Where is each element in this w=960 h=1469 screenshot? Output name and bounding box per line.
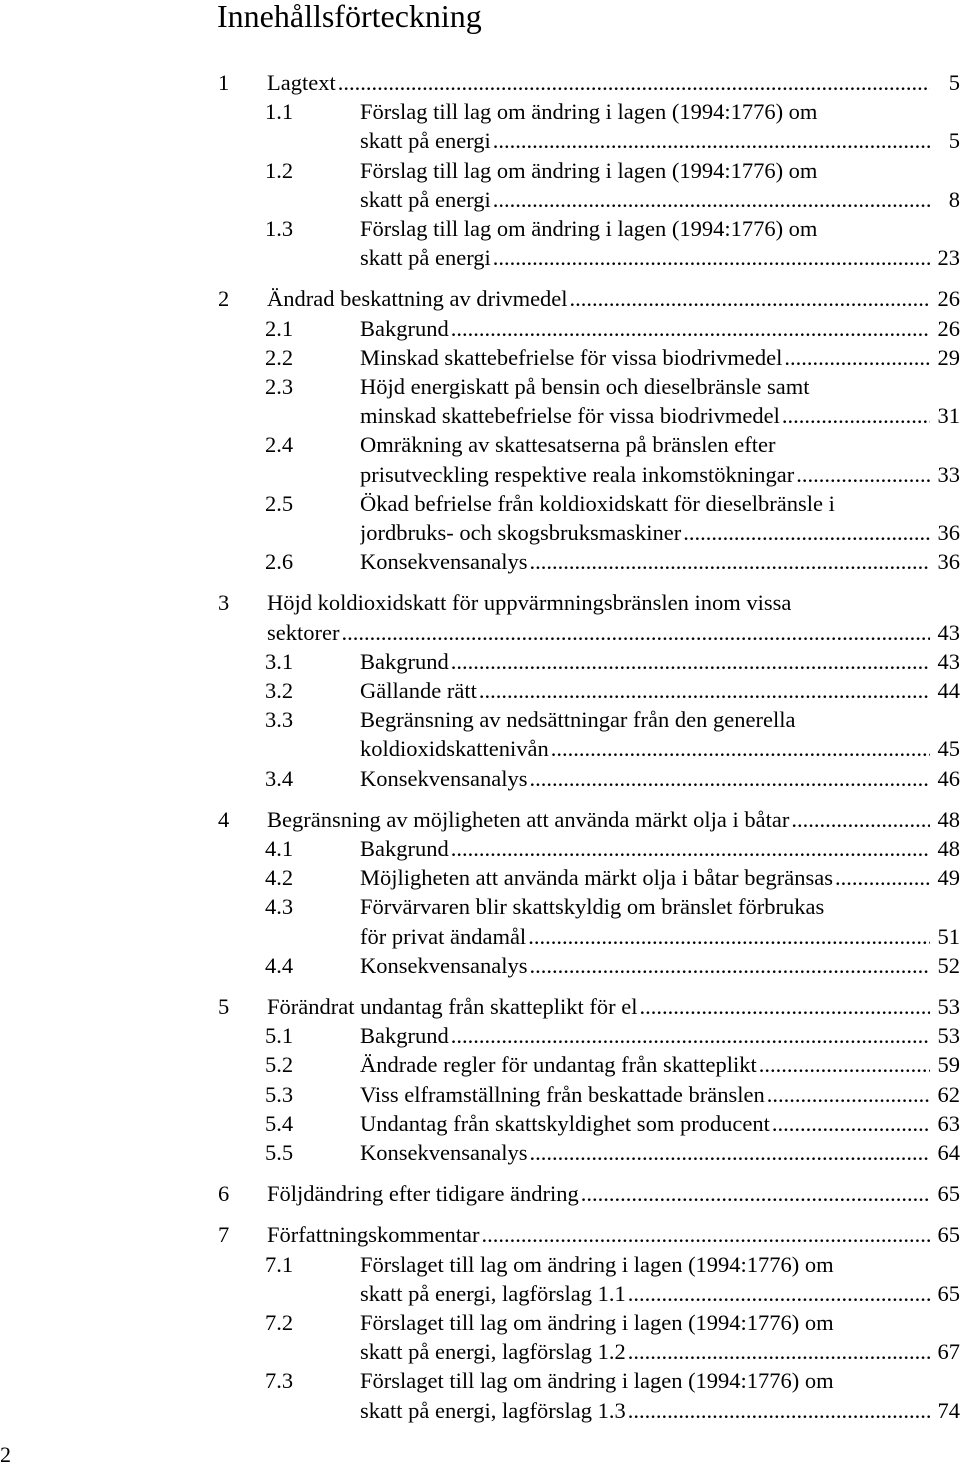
- toc-entry-title: Höjd energiskatt på bensin och dieselbränsle samt: [360, 374, 810, 399]
- toc-entry-number: 1: [218, 70, 230, 95]
- toc-page-number: 8: [948, 187, 960, 212]
- toc-page-number: 36: [937, 520, 960, 545]
- toc-section-line: [265, 214, 960, 243]
- toc-entry-number: 5: [218, 994, 230, 1019]
- toc-page-number: 67: [937, 1339, 960, 1364]
- toc-section-line: [265, 1279, 960, 1308]
- toc-entry-title: Viss elframställning från beskattade bränslen .....: [360, 1080, 930, 1109]
- toc-entry-title: Bakgrund .....: [360, 834, 930, 863]
- toc-entry-title: Förslag till lag om ändring i lagen (1994:1776) om: [360, 99, 818, 124]
- toc-entry-title: skatt på energi .....: [360, 185, 930, 214]
- toc-entry-title: Bakgrund .....: [360, 647, 930, 676]
- toc-entry-number: 4.3: [265, 894, 294, 919]
- toc-chapter-line: [218, 1179, 960, 1208]
- toc-page-number: 44: [937, 678, 960, 703]
- toc-entry-number: 4: [218, 807, 230, 832]
- toc-entry-number: 2.6: [265, 549, 294, 574]
- toc-entry-title: Följdändring efter tidigare ändring .....: [267, 1179, 930, 1208]
- toc-page-number: 46: [937, 766, 960, 791]
- toc-entry-number: 2: [218, 286, 230, 311]
- toc-entry-title: Begränsning av nedsättningar från den generella: [360, 707, 796, 732]
- toc-entry-number: 5.3: [265, 1082, 294, 1107]
- toc-entry-number: 3.4: [265, 766, 294, 791]
- toc-entry-title: Förändrat undantag från skatteplikt för el .....: [267, 992, 930, 1021]
- toc-section-line: [265, 343, 960, 372]
- toc-section-line: [265, 518, 960, 547]
- toc-entry-number: 7: [218, 1222, 230, 1247]
- toc-entry-number: 4.2: [265, 865, 294, 890]
- toc-section-line: [265, 863, 960, 892]
- toc-section-line: [265, 1396, 960, 1425]
- toc-entry-number: 2.1: [265, 316, 294, 341]
- toc-page-number: 59: [937, 1052, 960, 1077]
- toc-page-number: 26: [937, 286, 960, 311]
- toc-page-number: 26: [937, 316, 960, 341]
- toc-entry-title: prisutveckling respektive reala inkomstökningar .....: [360, 460, 930, 489]
- toc-entry-title: Lagtext .....: [267, 68, 930, 97]
- toc-entry-title: för privat ändamål .....: [360, 922, 930, 951]
- toc-entry-number: 7.1: [265, 1252, 294, 1277]
- toc-section-line: [265, 676, 960, 705]
- toc-chapter-line: [218, 588, 960, 617]
- toc-page-number: 43: [937, 620, 960, 645]
- toc-entry-number: 3: [218, 590, 230, 615]
- toc-section-line: [265, 243, 960, 272]
- toc-section-line: [265, 97, 960, 126]
- toc-section-line: [265, 185, 960, 214]
- toc-page-number: 43: [937, 649, 960, 674]
- toc-entry-title: Förslag till lag om ändring i lagen (1994:1776) om: [360, 158, 818, 183]
- toc-section-line: [265, 1308, 960, 1337]
- toc-page-number: 5: [948, 70, 960, 95]
- toc-page-number: 65: [937, 1281, 960, 1306]
- toc-entry-title: koldioxidskattenivån .....: [360, 734, 930, 763]
- toc-section-line: [265, 834, 960, 863]
- toc-entry-number: 4.4: [265, 953, 294, 978]
- toc-page-number: 48: [937, 836, 960, 861]
- toc-entry-title: Konsekvensanalys .....: [360, 1138, 930, 1167]
- toc-entry-number: 5.5: [265, 1140, 294, 1165]
- toc-section-line: [265, 734, 960, 763]
- toc-page-number: 36: [937, 549, 960, 574]
- toc-entry-title: skatt på energi .....: [360, 126, 930, 155]
- toc-entry-title: Ändrade regler för undantag från skatteplikt .....: [360, 1050, 930, 1079]
- toc-page-number: 51: [937, 924, 960, 949]
- toc-entry-title: Konsekvensanalys .....: [360, 547, 930, 576]
- toc-entry-number: 2.3: [265, 374, 294, 399]
- toc-section-line: [265, 1109, 960, 1138]
- toc-entry-title: Förslaget till lag om ändring i lagen (1994:1776) om: [360, 1310, 834, 1335]
- toc-page-number: 53: [937, 1023, 960, 1048]
- toc-section-line: [265, 922, 960, 951]
- toc-entry-title: Möjligheten att använda märkt olja i båtar begränsas .....: [360, 863, 930, 892]
- toc-entry-title: Begränsning av möjligheten att använda märkt olja i båtar .....: [267, 805, 930, 834]
- toc-section-line: [265, 1050, 960, 1079]
- toc-page-number: 49: [937, 865, 960, 890]
- toc-entry-number: 3.1: [265, 649, 294, 674]
- toc-entry-number: 1.3: [265, 216, 294, 241]
- toc-page-number: 5: [948, 128, 960, 153]
- toc-entry-number: 5.2: [265, 1052, 294, 1077]
- toc-section-line: [265, 1250, 960, 1279]
- toc-entry-title: Bakgrund .....: [360, 314, 930, 343]
- toc-page-number: 74: [937, 1398, 960, 1423]
- toc-entry-title: Bakgrund .....: [360, 1021, 930, 1050]
- toc-page-number: 65: [937, 1181, 960, 1206]
- toc-section-line: [265, 430, 960, 459]
- toc-section-line: [265, 314, 960, 343]
- toc-section-line: [265, 647, 960, 676]
- toc-section-line: [265, 1080, 960, 1109]
- toc-section-line: [265, 156, 960, 185]
- toc-entry-title: Förslag till lag om ändring i lagen (1994:1776) om: [360, 216, 818, 241]
- toc-entry-title: skatt på energi, lagförslag 1.3 .....: [360, 1396, 930, 1425]
- toc-page-number: 62: [937, 1082, 960, 1107]
- page-number: 2: [0, 1442, 11, 1467]
- toc-section-line: [265, 372, 960, 401]
- toc-entry-number: 6: [218, 1181, 230, 1206]
- toc-page-number: 31: [937, 403, 960, 428]
- toc-entry-number: 1.1: [265, 99, 294, 124]
- toc-entry-number: 1.2: [265, 158, 294, 183]
- toc-section-line: [265, 705, 960, 734]
- toc-section-line: [265, 764, 960, 793]
- toc-entry-title: skatt på energi, lagförslag 1.1 .....: [360, 1279, 930, 1308]
- toc-entry-number: 3.3: [265, 707, 294, 732]
- toc-entry-title: Gällande rätt .....: [360, 676, 930, 705]
- toc-section-line: [265, 489, 960, 518]
- toc-section-line: [265, 401, 960, 430]
- toc-entry-title: skatt på energi, lagförslag 1.2 .....: [360, 1337, 930, 1366]
- toc-page-number: 64: [937, 1140, 960, 1165]
- toc-entry-number: 2.5: [265, 491, 294, 516]
- toc-section-line: [265, 1366, 960, 1395]
- toc-entry-title: Ökad befrielse från koldioxidskatt för dieselbränsle i: [360, 491, 835, 516]
- document-title: Innehållsförteckning: [217, 0, 482, 34]
- toc-section-line: [265, 892, 960, 921]
- toc-chapter-line: [218, 992, 960, 1021]
- toc-entry-number: 5.1: [265, 1023, 294, 1048]
- toc-entry-title: Förvärvaren blir skattskyldig om bränslet förbrukas: [360, 894, 825, 919]
- toc-entry-number: 5.4: [265, 1111, 294, 1136]
- toc-section-line: [265, 1337, 960, 1366]
- toc-entry-title: Höjd koldioxidskatt för uppvärmningsbränslen inom vissa: [267, 590, 792, 615]
- toc-section-line: [265, 951, 960, 980]
- toc-page-number: 52: [937, 953, 960, 978]
- toc-page-number: 45: [937, 736, 960, 761]
- toc-entry-title: Omräkning av skattesatserna på bränslen efter: [360, 432, 776, 457]
- toc-entry-title: Författningskommentar .....: [267, 1220, 930, 1249]
- toc-chapter-line: [218, 284, 960, 313]
- toc-entry-title: skatt på energi .....: [360, 243, 930, 272]
- toc-entry-number: 2.2: [265, 345, 294, 370]
- toc-entry-title: Minskad skattebefrielse för vissa biodrivmedel .....: [360, 343, 930, 372]
- toc-entry-number: 2.4: [265, 432, 294, 457]
- toc-entry-title: Konsekvensanalys .....: [360, 951, 930, 980]
- toc-section-line: [265, 547, 960, 576]
- toc-page-number: 23: [937, 245, 960, 270]
- toc-entry-title: minskad skattebefrielse för vissa biodrivmedel .....: [360, 401, 930, 430]
- toc-page-number: 48: [937, 807, 960, 832]
- toc-section-line: [265, 1021, 960, 1050]
- toc-entry-number: 4.1: [265, 836, 294, 861]
- toc-entry-title: sektorer .....: [267, 618, 930, 647]
- toc-section-line: [265, 1138, 960, 1167]
- toc-section-line: [265, 460, 960, 489]
- toc-chapter-line: [218, 618, 960, 647]
- toc-entry-title: Ändrad beskattning av drivmedel .....: [267, 284, 930, 313]
- toc-page-number: 33: [937, 462, 960, 487]
- toc-entry-number: 7.2: [265, 1310, 294, 1335]
- toc-page-number: 29: [937, 345, 960, 370]
- toc-chapter-line: [218, 1220, 960, 1249]
- toc-entry-number: 3.2: [265, 678, 294, 703]
- toc-page-number: 65: [937, 1222, 960, 1247]
- toc-chapter-line: [218, 68, 960, 97]
- toc-page-number: 53: [937, 994, 960, 1019]
- toc-entry-title: Förslaget till lag om ändring i lagen (1994:1776) om: [360, 1252, 834, 1277]
- toc-chapter-line: [218, 805, 960, 834]
- toc-entry-title: Undantag från skattskyldighet som producent .....: [360, 1109, 930, 1138]
- toc-entry-title: jordbruks- och skogsbruksmaskiner .....: [360, 518, 930, 547]
- toc-entry-title: Förslaget till lag om ändring i lagen (1994:1776) om: [360, 1368, 834, 1393]
- toc-page-number: 63: [937, 1111, 960, 1136]
- toc-entry-title: Konsekvensanalys .....: [360, 764, 930, 793]
- toc-entry-number: 7.3: [265, 1368, 294, 1393]
- toc-section-line: [265, 126, 960, 155]
